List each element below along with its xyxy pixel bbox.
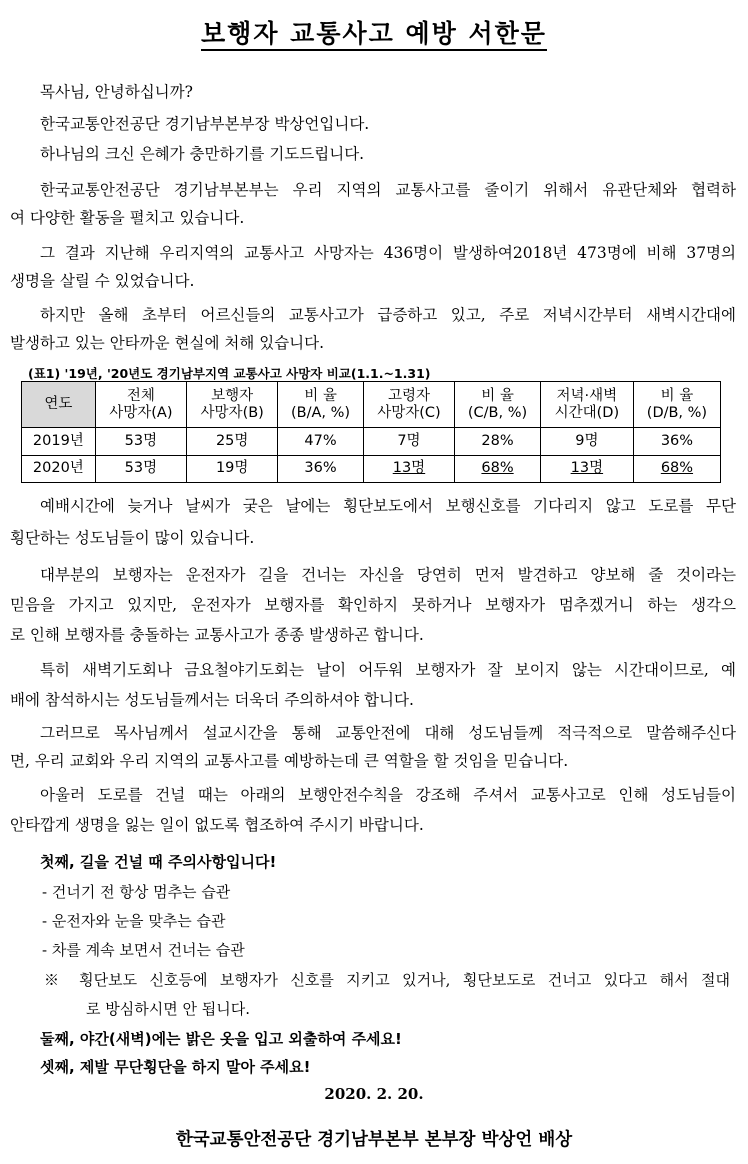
greeting-line-2: 한국교통안전공단 경기남부본부장 박상언입니다. xyxy=(40,115,370,133)
table-cell: 53명 xyxy=(95,455,186,483)
table-cell: 36% xyxy=(278,455,363,483)
rule-second-heading: 둘째, 야간(새벽)에는 밝은 옷을 입고 외출하여 주세요! xyxy=(40,1030,402,1048)
table-cell: 25명 xyxy=(187,428,278,456)
header-year: 연도 xyxy=(22,382,96,428)
table-cell: 7명 xyxy=(363,428,455,456)
table-cell: 36% xyxy=(633,428,720,456)
rule-note-line-2: 로 방심하시면 안 됩니다. xyxy=(86,1000,250,1018)
table-cell: 2019년 xyxy=(22,428,96,456)
table-row xyxy=(22,455,721,483)
para7-line-1: 그러므로 목사님께서 설교시간을 통해 교통안전에 대해 성도님들께 적극적으로 말씀해주신다 xyxy=(40,724,736,742)
para3-line-1: 하지만 올해 초부터 어르신들의 교통사고가 급증하고 있고, 주로 저녁시간부터 새벽시간대에 xyxy=(40,306,736,324)
header-night-dawn: 저녁·새벽 시간대(D) xyxy=(540,382,633,428)
para2-line-1: 그 결과 지난해 우리지역의 교통사고 사망자는 436명이 발생하여2018년 473명에 비해 37명의 xyxy=(40,244,736,262)
para5-line-1: 대부분의 보행자는 운전자가 길을 건너는 자신을 당연히 먼저 발견하고 양보해 줄 것이라는 xyxy=(40,566,736,584)
para4-line-2: 횡단하는 성도님들이 많이 있습니다. xyxy=(10,529,255,547)
fatality-comparison-table xyxy=(21,381,721,483)
header-pedestrian-deaths: 보행자 사망자(B) xyxy=(187,382,278,428)
para1-line-2: 여 다양한 활동을 펼치고 있습니다. xyxy=(10,209,245,227)
para2-line-2: 생명을 살릴 수 있었습니다. xyxy=(10,272,195,290)
rule-first-heading: 첫째, 길을 건널 때 주의사항입니다! xyxy=(40,853,277,871)
table-row xyxy=(22,428,721,456)
letter-date: 2020. 2. 20. xyxy=(324,1085,424,1103)
para4-line-1: 예배시간에 늦거나 날씨가 궂은 날에는 횡단보도에서 보행신호를 기다리지 않고 도로를 무단 xyxy=(40,497,736,515)
table-cell: 13명 xyxy=(363,455,455,483)
para5-line-3: 로 인해 보행자를 충돌하는 교통사고가 종종 발생하곤 합니다. xyxy=(10,626,424,644)
rule-item-3: - 차를 계속 보면서 건너는 습관 xyxy=(42,941,245,959)
table-cell: 2020년 xyxy=(22,455,96,483)
table-cell: 53명 xyxy=(95,428,186,456)
table-cell: 68% xyxy=(455,455,541,483)
header-ratio-ba: 비 율 (B/A, %) xyxy=(278,382,363,428)
table-caption: (표1) '19년, '20년도 경기남부지역 교통사고 사망자 비교(1.1.~1.31) xyxy=(28,366,431,381)
para1-line-1: 한국교통안전공단 경기남부본부는 우리 지역의 교통사고를 줄이기 위해서 유관단체와 협력하 xyxy=(40,181,736,199)
document-title: 보행자 교통사고 예방 서한문 xyxy=(0,14,748,50)
greeting-line-1: 목사님, 안녕하십니까? xyxy=(40,83,193,101)
header-ratio-cb: 비 율 (C/B, %) xyxy=(455,382,541,428)
table-cell: 28% xyxy=(455,428,541,456)
para7-line-2: 면, 우리 교회와 우리 지역의 교통사고를 예방하는데 큰 역할을 할 것임을 믿습니다. xyxy=(10,752,569,770)
rule-third-heading: 셋째, 제발 무단횡단을 하지 말아 주세요! xyxy=(40,1058,311,1076)
table-cell: 47% xyxy=(278,428,363,456)
table-cell: 13명 xyxy=(540,455,633,483)
rule-item-1: - 건너기 전 항상 멈추는 습관 xyxy=(42,883,231,901)
header-ratio-db: 비 율 (D/B, %) xyxy=(633,382,720,428)
table-cell: 68% xyxy=(633,455,720,483)
rule-item-2: - 운전자와 눈을 맞추는 습관 xyxy=(42,912,226,930)
para8-line-1: 아울러 도로를 건널 때는 아래의 보행안전수칙을 강조해 주셔서 교통사고로 인해 성도님들이 xyxy=(40,786,736,804)
greeting-line-3: 하나님의 크신 은혜가 충만하기를 기도드립니다. xyxy=(40,145,365,163)
para8-line-2: 안타깝게 생명을 잃는 일이 없도록 협조하여 주시기 바랍니다. xyxy=(10,816,424,834)
table-cell: 19명 xyxy=(187,455,278,483)
para6-line-1: 특히 새벽기도회나 금요철야기도회는 날이 어두워 보행자가 잘 보이지 않는 시간대이므로, 예 xyxy=(40,661,736,679)
para6-line-2: 배에 참석하시는 성도님들께서는 더욱더 주의하셔야 합니다. xyxy=(10,691,414,709)
header-total-deaths: 전체 사망자(A) xyxy=(95,382,186,428)
para3-line-2: 발생하고 있는 안타까운 현실에 처해 있습니다. xyxy=(10,334,325,352)
signature: 한국교통안전공단 경기남부본부 본부장 박상언 배상 xyxy=(175,1130,573,1150)
header-elderly-deaths: 고령자 사망자(C) xyxy=(363,382,455,428)
table-cell: 9명 xyxy=(540,428,633,456)
para5-line-2: 믿음을 가지고 있지만, 운전자가 보행자를 확인하지 못하거나 보행자가 멈추겠거니 하는 생각으 xyxy=(10,596,736,614)
rule-note-line-1: ※ 횡단보도 신호등에 보행자가 신호를 지키고 있거나, 횡단보도로 건너고 있다고 해서 절대 xyxy=(44,971,730,989)
